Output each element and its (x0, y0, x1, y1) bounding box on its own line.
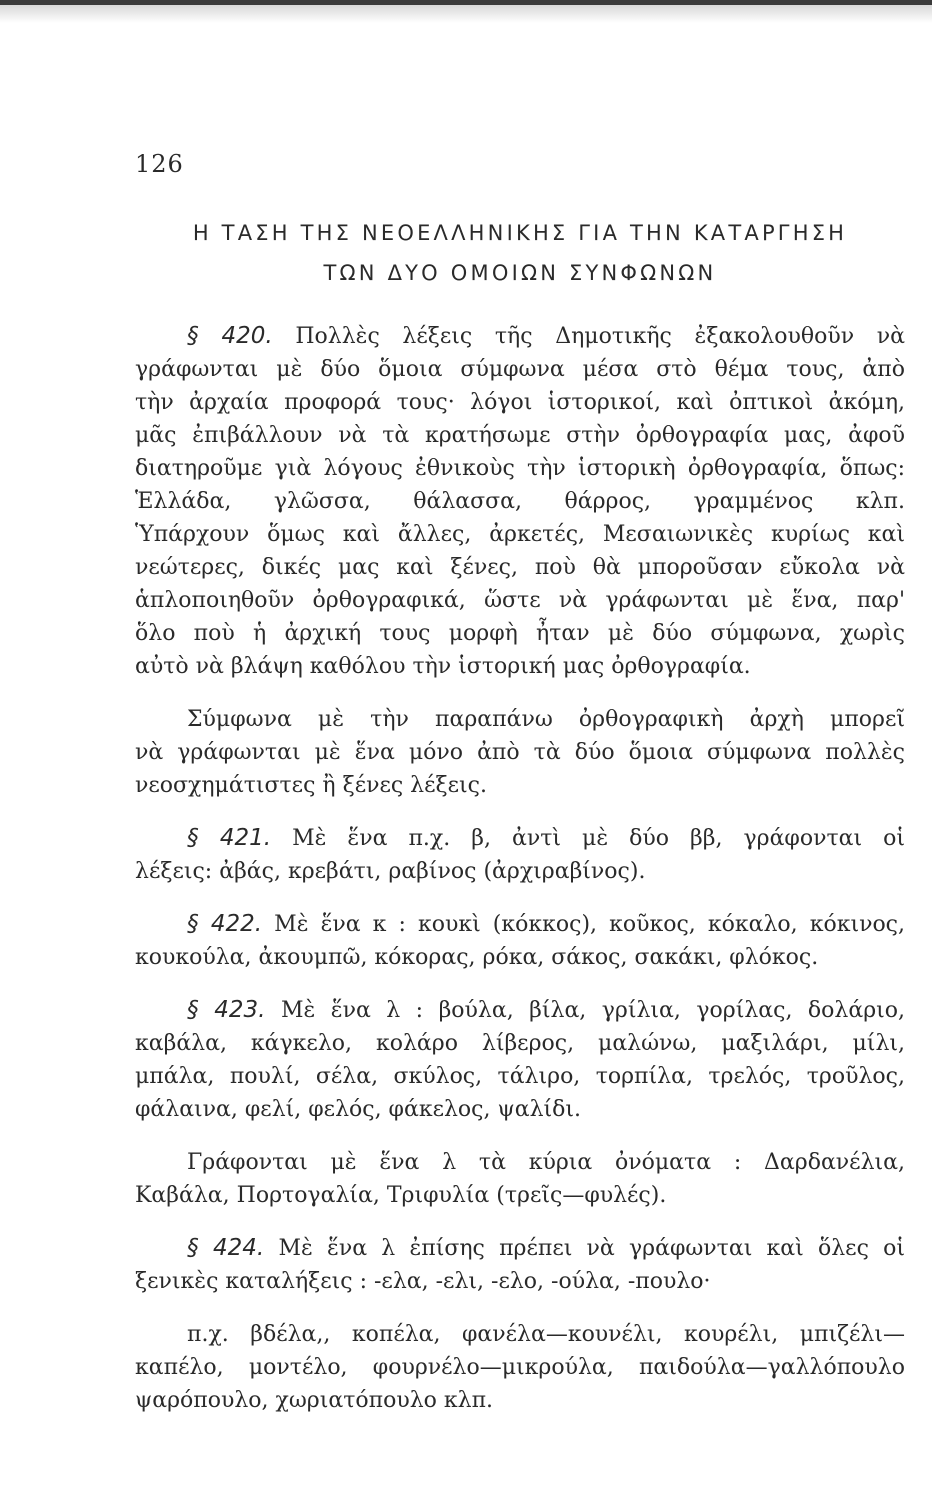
text-line (135, 320, 905, 353)
text-line (135, 452, 905, 485)
text-line (135, 1179, 905, 1212)
line-text: καπέλο, μοντέλο, φουρνέλο—μικρούλα, παιδούλα—γαλλόπουλο (135, 1354, 905, 1380)
paragraph-p423 (135, 994, 905, 1126)
paragraph-p424 (135, 1232, 905, 1298)
text-line (135, 736, 905, 769)
line-text: Ἑλλάδα, γλῶσσα, θάλασσα, θάρρος, γραμμένος κλπ. (135, 488, 905, 514)
text-line (135, 419, 905, 452)
heading-line-1: Η ΤΑΣΗ ΤΗΣ ΝΕΟΕΛΛΗΝΙΚΗΣ ΓΙΑ ΤΗΝ ΚΑΤΑΡΓΗΣΗ (192, 221, 848, 245)
paragraph-p422 (135, 908, 905, 974)
section-number: § 420. (187, 322, 273, 349)
line-text: νεοσχημάτιστες ἢ ξένες λέξεις. (135, 772, 487, 798)
line-text: Πολλὲς λέξεις τῆς Δημοτικῆς ἐξακολουθοῦν νὰ (272, 323, 905, 349)
page-top-shadow (0, 5, 932, 23)
text-line (135, 703, 905, 736)
line-text: γράφωνται μὲ δύο ὅμοια σύμφωνα μέσα στὸ θέμα τους, ἀπὸ (135, 356, 905, 382)
line-text: νεώτερες, δικές μας καὶ ξένες, ποὺ θὰ μποροῦσαν εὔκολα νὰ (135, 554, 905, 580)
text-line (135, 1351, 905, 1384)
text-line (135, 1318, 905, 1351)
line-text: Ὑπάρχουν ὅμως καὶ ἄλλες, ἀρκετές, Μεσαιωνικὲς κυρίως καὶ (135, 521, 905, 547)
line-text: ἁπλοποιηθοῦν ὀρθογραφικά, ὥστε νὰ γράφωνται μὲ ἕνα, παρ' (135, 587, 905, 613)
body-text (135, 320, 905, 1417)
paragraph-p420 (135, 320, 905, 683)
chapter-heading (135, 214, 905, 294)
text-line (135, 650, 905, 683)
line-text: Σύμφωνα μὲ τὴν παραπάνω ὀρθογραφικὴ ἀρχὴ μπορεῖ (187, 706, 905, 732)
section-number: § 423. (187, 996, 266, 1023)
text-line (135, 485, 905, 518)
paragraph-p-examples (135, 1318, 905, 1417)
text-line (135, 518, 905, 551)
text-line (135, 386, 905, 419)
text-line (135, 1146, 905, 1179)
text-line (135, 617, 905, 650)
paragraph-p-grafontai (135, 1146, 905, 1212)
line-text: Μὲ ἕνα λ ἐπίσης πρέπει νὰ γράφωνται καὶ ὅλες οἱ (264, 1235, 905, 1261)
page-number: 126 (135, 150, 184, 178)
line-text: τὴν ἀρχαία προφορά τους· λόγοι ἱστορικοί, καὶ ὀπτικοὶ ἀκόμη, (135, 389, 905, 415)
text-line (135, 1060, 905, 1093)
text-line (135, 1027, 905, 1060)
line-text: διατηροῦμε γιὰ λόγους ἐθνικοὺς τὴν ἱστορικὴ ὀρθογραφία, ὅπως: (135, 455, 905, 481)
line-text: μπάλα, πουλί, σέλα, σκύλος, τάλιρο, τορπίλα, τρελός, τροῦλος, (135, 1063, 905, 1089)
paragraph-p421 (135, 822, 905, 888)
text-line (135, 1384, 905, 1417)
text-line (135, 855, 905, 888)
text-line (135, 551, 905, 584)
line-text: κουκούλα, ἀκουμπῶ, κόκορας, ρόκα, σάκος, σακάκι, φλόκος. (135, 944, 819, 970)
section-number: § 422. (187, 910, 263, 937)
line-text: ξενικὲς καταλήξεις : -ελα, -ελι, -ελο, -ούλα, -πουλο· (135, 1268, 711, 1294)
line-text: μᾶς ἐπιβάλλουν νὰ τὰ κρατήσωμε στὴν ὀρθογραφία μας, ἀφοῦ (135, 422, 905, 448)
line-text: φάλαινα, φελί, φελός, φάκελος, ψαλίδι. (135, 1096, 582, 1122)
line-text: ψαρόπουλο, χωριατόπουλο κλπ. (135, 1387, 494, 1413)
section-number: § 424. (187, 1234, 265, 1261)
line-text: Μὲ ἕνα λ : βούλα, βίλα, γρίλια, γορίλας, δολάριο, (265, 997, 905, 1023)
text-line (135, 1232, 905, 1265)
text-line (135, 822, 905, 855)
heading-line-2: ΤΩΝ ΔΥΟ ΟΜΟΙΩΝ ΣΥΝΦΩΝΩΝ (323, 260, 717, 285)
page-content (135, 150, 905, 1417)
text-line (135, 908, 905, 941)
section-number: § 421. (187, 824, 272, 851)
line-text: καβάλα, κάγκελο, κολάρο λίβερος, μαλώνω, μαξιλάρι, μίλι, (135, 1030, 905, 1056)
line-text: νὰ γράφωνται μὲ ἕνα μόνο ἀπὸ τὰ δύο ὅμοια σύμφωνα πολλὲς (135, 739, 905, 765)
line-text: Μὲ ἕνα π.χ. β, ἀντὶ μὲ δύο ββ, γράφονται οἱ (271, 825, 905, 851)
line-text: Καβάλα, Πορτογαλία, Τριφυλία (τρεῖς—φυλές). (135, 1182, 667, 1208)
text-line (135, 769, 905, 802)
line-text: π.χ. βδέλα,, κοπέλα, φανέλα—κουνέλι, κουρέλι, μπιζέλι— (187, 1321, 905, 1347)
text-line (135, 941, 905, 974)
line-text: λέξεις: ἀβάς, κρεβάτι, ραβίνος (ἀρχιραβίνος). (135, 858, 646, 884)
paragraph-p-symfona (135, 703, 905, 802)
text-line (135, 994, 905, 1027)
text-line (135, 584, 905, 617)
line-text: Μὲ ἕνα κ : κουκὶ (κόκκος), κοῦκος, κόκαλο, κόκινος, (262, 911, 905, 937)
line-text: αὐτὸ νὰ βλάψη καθόλου τὴν ἱστορική μας ὀρθογραφία. (135, 653, 751, 679)
text-line (135, 1265, 905, 1298)
text-line (135, 1093, 905, 1126)
line-text: Γράφονται μὲ ἕνα λ τὰ κύρια ὀνόματα : Δαρδανέλια, (187, 1149, 905, 1175)
text-line (135, 353, 905, 386)
line-text: ὅλο ποὺ ἡ ἀρχική τους μορφὴ ἦταν μὲ δύο σύμφωνα, χωρὶς (135, 620, 905, 646)
